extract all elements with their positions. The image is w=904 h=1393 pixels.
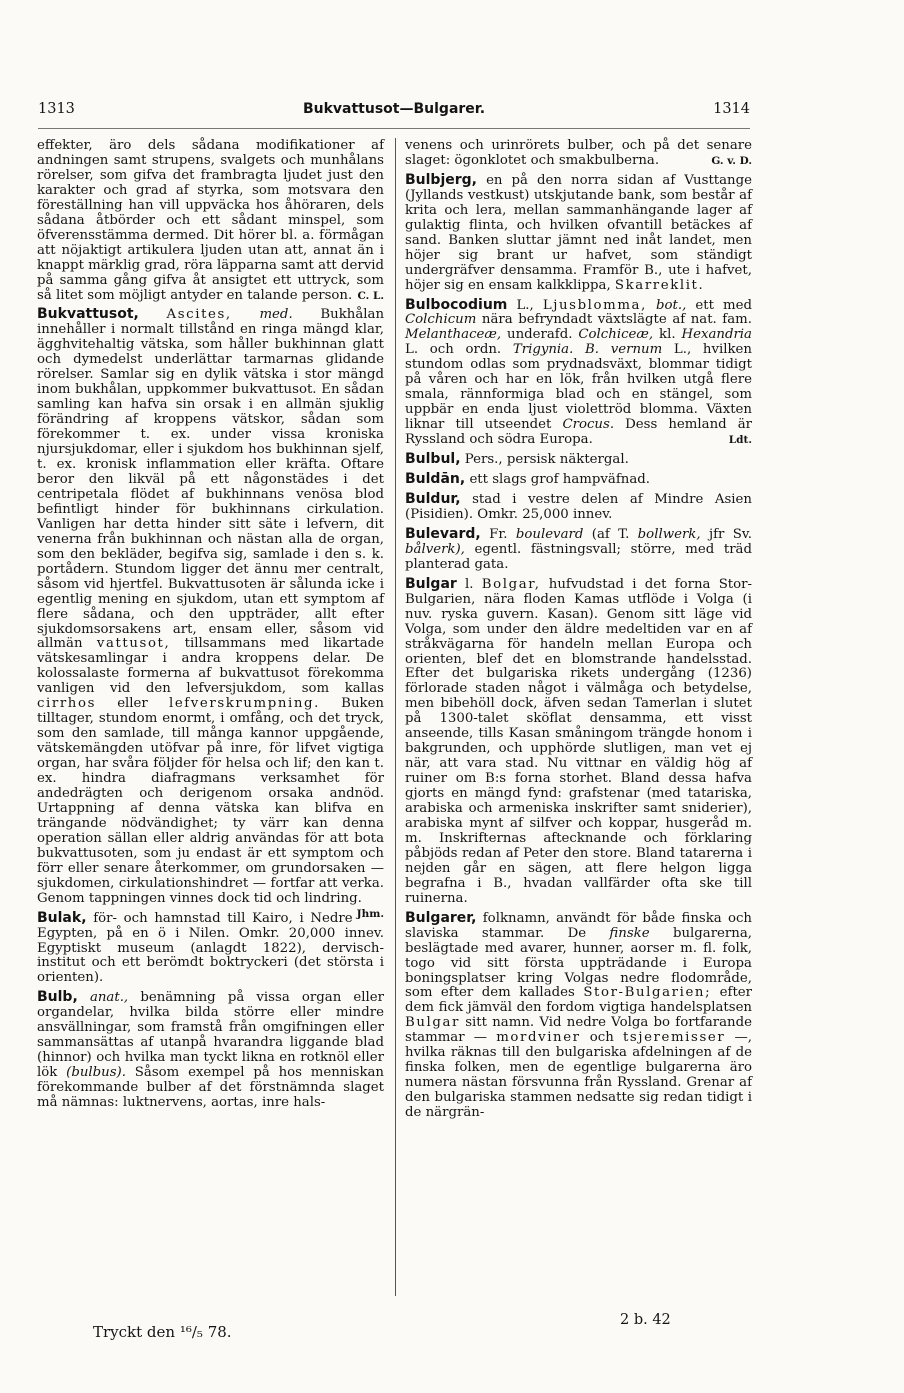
right-column (405, 139, 752, 1121)
author-signature: G. v. D. (711, 154, 752, 167)
entry-buldur: Buldur, stad i vestre delen af Mindre Asien (Pisidien). Omkr. 25,000 innev. (405, 490, 752, 522)
entry-bulevard: Bulevard, Fr. boulevard (af T. bollwerk, jfr Sv. bålverk), egentl. fästningsvall; större, med träd planterad gata. (405, 525, 753, 572)
headword: Buldān, (405, 471, 466, 488)
headword: Bulbocodium (405, 296, 508, 313)
author-signature: C. L. (357, 289, 384, 302)
running-title: Bukvattusot—Bulgarer. (302, 101, 486, 117)
headword: Bulbul, (405, 451, 461, 468)
entry-bulb: Bulb, anat., benämning på vissa organ eller organdelar, hvilka bilda större eller mindre ansvällningar, som framstå från omgifningen eller sammansättas af utanpå hvarandra liggande blad (hinnor) och hvilka man tyckt likna en rotknöl eller lök (bulbus). Såsom exempel på hos menniskan förekommande bulber af det förstnämnda slaget må nämnas: luktnervens, aortas, inre hals- (37, 989, 385, 1111)
header-rule (38, 128, 750, 129)
headword: Bulgarer, (405, 909, 477, 926)
continued-entry: effekter, äro dels sådana modifikationer af andningen samt strupens, svalgets och munhålans rörelser, som gifva det frambragta ljudet just den karakter och grad af styrka, som motsvara den föreställning han vill uppväcka hos åhöraren, dels sådana åtbörder och ett sådant minspel, som öfverensstämma dermed. Dit hörer bl. a. förmågan att nöjaktigt artikulera ljuden utan att, annat än i knappt märklig grad, röra läpparna samt att dervid på samma gång gifva åt ansigtet ett uttryck, som så litet som möjligt antyder en talande person. C. L. (37, 138, 384, 303)
entry-bukvattusot: Bukvattusot, Ascites, med. Bukhålan innehåller i normalt tillstånd en ringa mängd klar, ägghvitehaltig vätska, som håller bukhinnan glatt och dymedelst underlättar tarmarnas glidande rörelser. Samlar sig en dylik vätska i stor mängd inom bukhålan, uppkommer bukvattusot. En sådan samling kan hafva sin orsak i en allmän sjuklig förändring af kroppens vätskor, sådan som förekommer t. ex. under vissa kroniska njursjukdomar, eller i sjukdom hos bukhinnan sjelf, t. ex. kronisk inflammation eller kräfta. Oftare beror den likväl på ett någonstädes i det centripetala flödet af bukhinnans venösa blod befintligt hinder för bukhinnans cirkulation. Vanligen har detta hinder sitt säte i lefvern, dit venerna från bukhinnan och nästan alla de organ, som den bekläder, begifva sig, samlade i den s. k. portådern. Stundom ligger det ännu mer centralt, såsom vid hjertfel. Bukvattusoten är sålunda icke i egentlig mening en sjukdom, utan ett symptom af flere sådana, och den uppträder, allt efter sjukdomsorsakens art, ensam eller, såsom vid allmän vattusot, tillsammans med likartade vätskesamlingar i andra kroppens delar. De kolossalaste formerna af bukvattusot förekomma vanligen vid den lefversjukdom, som kallas cirrhos eller lefverskrumpning. Buken tilltager, stundom enormt, i omfång, och det tryck, som den samlade, till många kannor uppgående, vätskemängden utöfvar på inre, för lifvet vigtiga organ, har svåra följder för helsa och lif; den kan t. ex. hindra diafragmans verksamhet för andedrägten och derigenom orsaka andnöd. Urtappning af denna vätska kan blifva en trängande nödvändighet; ty värr kan denna operation sällan eller aldrig användas för att bota bukvattusoten, som ju endast är ett symptom och förr eller senare återkommer, om grundorsaken — sjukdomen, cirkulationshindret — fortfar att verka. Genom tappningen vinnes dock tid och lindring. Jhm. (37, 306, 385, 920)
entry-bulgarer: Bulgarer, folknamn, användt för både finska och slaviska stammar. De finske bulgarerna, beslägtade med avarer, hunner, aorser m. fl. folk, togo vid sitt första uppträdande i Europa boningsplatser kring Volgas nedre flodområde, som efter dem kallades Stor-Bulgarien; efter dem fick jämväl den fordom vigtiga handelsplatsen Bulgar sitt namn. Vid nedre Volga bo fortfarande stammar — mordviner och tsjeremisser —, hvilka räknas till den bulgariska afdelningen af de finska folken, men de egentlige bulgarerna äro numera nästan försvunna från Ryssland. Grenar af den bulgariska stammen nedsatte sig redan tidigt i de närgrän- (405, 909, 753, 1121)
headword: Bukvattusot, (37, 306, 139, 323)
page-number-left: 1313 (38, 101, 75, 117)
headword: Bulb, (37, 989, 78, 1006)
headword: Bulevard, (405, 525, 481, 542)
continued-entry: venens och urinrörets bulber, och på det senare slaget: ögonklotet och smakbulberna. G. v. D. (405, 138, 752, 168)
printed-date: Tryckt den ¹⁶/₅ 78. (93, 1323, 232, 1341)
entry-bulbjerg: Bulbjerg, en på den norra sidan af Vusttange (Jyllands vestkust) utskjutande bank, som består af krita och lera, mellan sammanhängande lager af gulaktig flinta, och hvilken ofvantill betäckes af sand. Banken sluttar jämnt ned inåt landet, men höjer sig brant ur hafvet, som ständigt undergräfver densamma. Framför B., ute i hafvet, höjer sig en ensam kalkklippa, Skarreklit. (405, 171, 753, 293)
headword: Buldur, (405, 490, 461, 507)
headword: Bulak, (37, 909, 87, 926)
page-number-right: 1314 (713, 101, 750, 117)
entry-bulbul: Bulbul, Pers., persisk näktergal. (405, 451, 629, 468)
entry-bulbocodium: Bulbocodium L., Ljusblomma, bot., ett med Colchicum nära befryndadt växtslägte af nat. fam. Melanthaceæ, underafd. Colchiceæ, kl. Hexandria L. och ordn. Trigynia. B. vernum L., hvilken stundom odlas som prydnadsväxt, blommar tidigt på våren och har en lök, från hvilken utgå flere smala, rännformiga blad och en stängel, som uppbär en enda ljust violettröd blomma. Växten liknar till utseendet Crocus. Dess hemland är Ryssland och södra Europa. Ldt. (405, 296, 753, 448)
entry-bulak: Bulak, för- och hamnstad till Kairo, i Nedre Egypten, på en ö i Nilen. Omkr. 20,000 innev. Egyptiskt museum (anlagdt 1822), dervisch-institut och ett berömdt boktryckeri (det största i orienten). (37, 909, 384, 986)
page-header (38, 101, 750, 121)
author-signature: Jhm. (356, 907, 384, 920)
headword: Bulgar (405, 575, 457, 592)
entry-bulgar: Bulgar l. Bolgar, hufvudstad i det forna Stor-Bulgarien, nära floden Kamas utflöde i Volga (i nuv. ryska guvern. Kasan). Genom sitt läge vid Volga, som under den äldre medeltiden var en af stråkvägarna för handeln mellan Europa och orienten, blef det en blomstrande handelsstad. Efter det bulgariska rikets undergång (1236) förlorade staden något i välmåga och betydelse, men bibehöll dock, äfven sedan Tamerlan i slutet på 1300-talet sköflat densamma, ett visst anseende, tills Kasan småningom trängde honom i bakgrunden, och upphörde slutligen, man vet ej när, att vara stad. Nu vittnar en väldig hög af ruiner om B:s forna storhet. Bland dessa hafva gjorts en mängd fynd: grafstenar (med tatariska, arabiska och armeniska inskrifter samt sniderier), arabiska mynt af silfver och koppar, husgeråd m. m. Inskrifternas aftecknande och förklaring påbjöds redan af Peter den store. Bland tatarerna i nejden går en sägen, att flere helgon ligga begrafna i B., hvadan vallfärder ofta ske till ruinerna. (405, 575, 752, 906)
headword: Bulbjerg, (405, 171, 477, 188)
author-signature: Ldt. (728, 434, 752, 447)
left-column (37, 139, 384, 1111)
column-divider (395, 138, 396, 1296)
entry-buldan: Buldān, ett slags grof hampväfnad. (405, 471, 651, 488)
signature-mark: 2 b. 42 (620, 1312, 671, 1328)
